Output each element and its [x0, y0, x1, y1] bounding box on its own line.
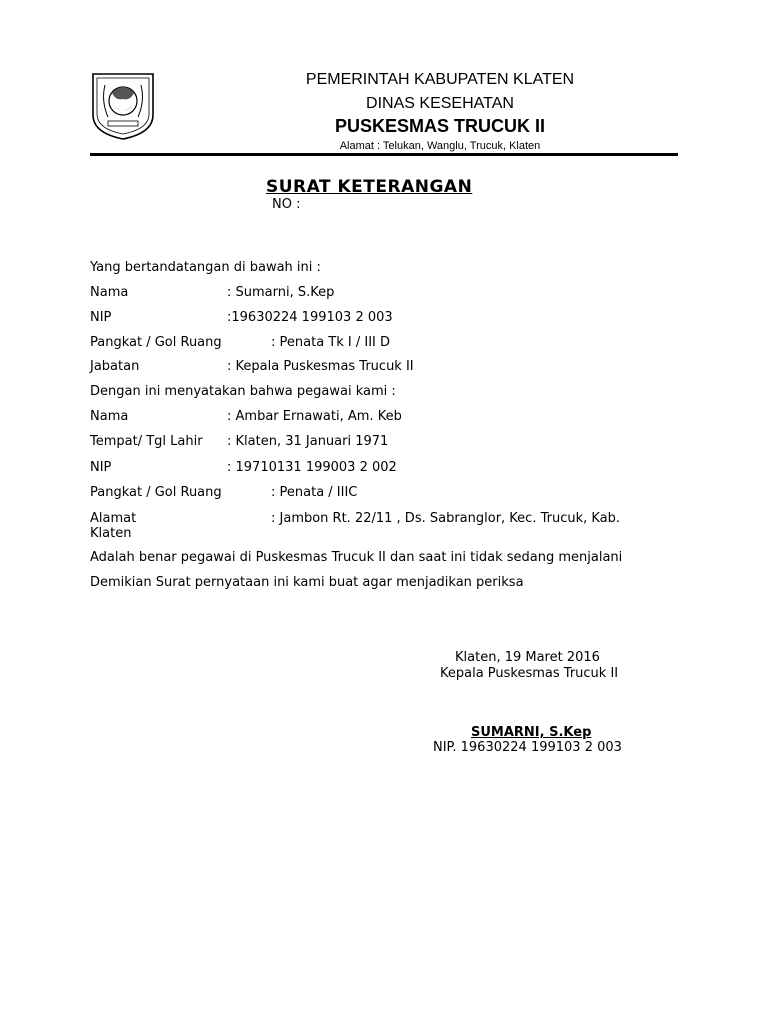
signer-rank-label: Pangkat / Gol Ruang: [90, 335, 222, 350]
document-title: SURAT KETERANGAN: [266, 177, 473, 197]
header-department: DINAS KESEHATAN: [366, 95, 514, 112]
signature-position: Kepala Puskesmas Trucuk II: [440, 666, 619, 681]
intro-text: Yang bertandatangan di bawah ini :: [90, 260, 321, 275]
signature-nip: NIP. 19630224 199103 2 003: [433, 740, 622, 755]
document-number: NO :: [272, 197, 301, 212]
signer-name-label: Nama: [90, 285, 129, 300]
employee-name-label: Nama: [90, 409, 129, 424]
employee-address-value: : Jambon Rt. 22/11 , Ds. Sabranglor, Kec. Trucuk, Kab.: [271, 511, 621, 526]
signer-rank-value: : Penata Tk I / III D: [271, 335, 391, 350]
paragraph-closing: Demikian Surat pernyataan ini kami buat agar menjadikan periksa: [90, 575, 524, 590]
signer-nip-label: NIP: [90, 310, 112, 325]
employee-rank-label: Pangkat / Gol Ruang: [90, 485, 222, 500]
header-address: Alamat : Telukan, Wanglu, Trucuk, Klaten: [339, 140, 541, 152]
signer-position-label: Jabatan: [90, 359, 140, 374]
signer-name-value: : Sumarni, S.Kep: [227, 285, 335, 300]
header-government: PEMERINTAH KABUPATEN KLATEN: [305, 71, 575, 88]
signature-name: SUMARNI, S.Kep: [471, 725, 592, 740]
employee-address-label: Alamat: [90, 511, 137, 526]
signature-place-date: Klaten, 19 Maret 2016: [455, 650, 600, 665]
statement-text: Dengan ini menyatakan bahwa pegawai kami :: [90, 384, 396, 399]
employee-rank-value: : Penata / IIIC: [271, 485, 358, 500]
employee-nip-value: : 19710131 199003 2 002: [227, 460, 397, 475]
employee-birth-label: Tempat/ Tgl Lahir: [90, 434, 203, 449]
regional-emblem-icon: [90, 71, 156, 141]
paragraph-confirmation: Adalah benar pegawai di Puskesmas Trucuk II dan saat ini tidak sedang menjalani: [90, 550, 623, 565]
employee-birth-value: : Klaten, 31 Januari 1971: [227, 434, 389, 449]
employee-address-continuation: Klaten: [90, 526, 132, 541]
signer-nip-value: :19630224 199103 2 003: [227, 310, 393, 325]
employee-nip-label: NIP: [90, 460, 112, 475]
header-institution: PUSKESMAS TRUCUK II: [334, 116, 545, 136]
employee-name-value: : Ambar Ernawati, Am. Keb: [227, 409, 402, 424]
header-divider: [90, 153, 678, 156]
signer-position-value: : Kepala Puskesmas Trucuk II: [227, 359, 414, 374]
